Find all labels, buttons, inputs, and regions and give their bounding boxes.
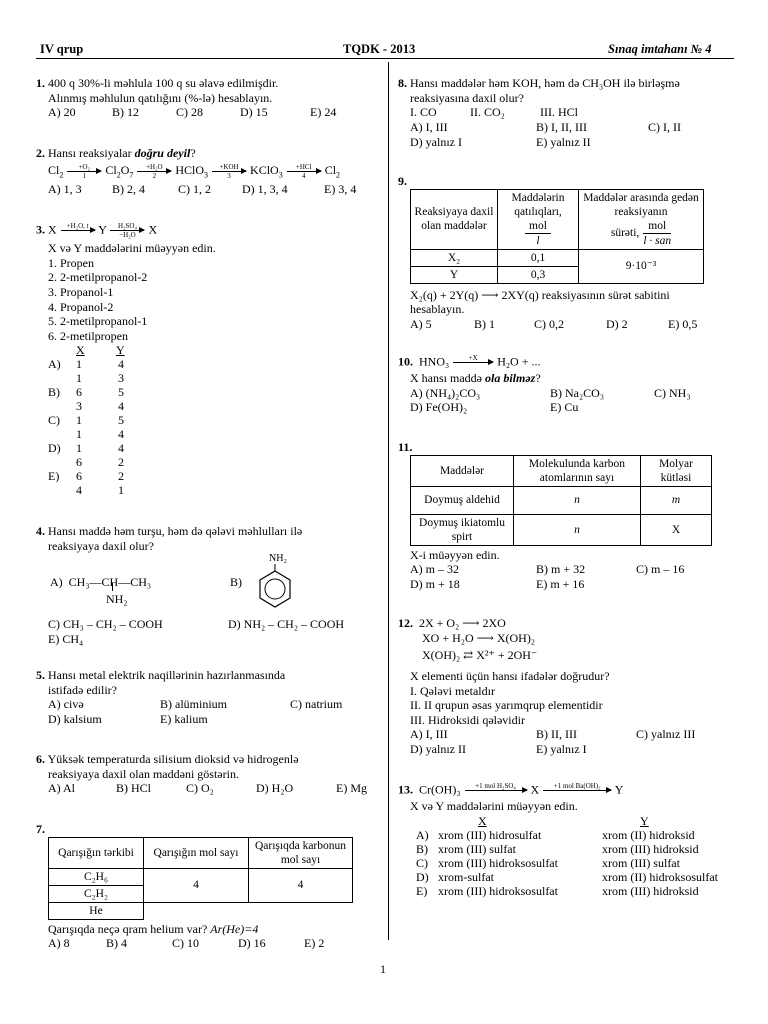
answer-c[interactable]: C) 10 xyxy=(172,936,199,951)
question-text: hesablayın. xyxy=(410,302,465,317)
answer-b[interactable]: B) m + 32 xyxy=(536,562,586,577)
question-5 xyxy=(36,668,381,727)
answer-x-value: 1 xyxy=(76,357,82,372)
answer-y-value: xrom (III) hidroksid xyxy=(602,841,699,856)
answer-c[interactable]: C) 1, 2 xyxy=(178,181,211,196)
answer-d[interactable]: D) 1, 3, 4 xyxy=(242,181,288,196)
reaction-arrow: $\frac{\text{H₂SO₄}}{\text{−H₂O}}$ xyxy=(110,222,144,239)
table-cell: n xyxy=(514,486,641,514)
question-text: Hansı metal elektrik naqillərinin hazırlanmasında xyxy=(48,668,286,682)
question-emphasis: doğru deyil xyxy=(134,146,191,160)
question-text: reaksiyaya daxil olan maddəni göstərin. xyxy=(48,766,239,781)
answer-x-value: 4 xyxy=(76,483,82,498)
table-header: Qarışığın mol sayı xyxy=(144,837,249,868)
question-number: 8. xyxy=(398,76,407,90)
table-cell: 0,3 xyxy=(498,266,579,283)
table-header: Reaksiyaya daxil olan maddələr xyxy=(411,189,498,249)
answer-y-value: xrom (II) hidroksid xyxy=(602,827,695,842)
answer-b[interactable]: B) 2, 4 xyxy=(112,181,145,196)
answer-a[interactable]: A) I, III xyxy=(410,727,448,742)
question-text: X-i müəyyən edin. xyxy=(410,547,500,562)
answer-a[interactable]: A) 20 xyxy=(48,105,76,120)
question-number: 13. xyxy=(398,782,413,797)
answer-option-label[interactable]: B) xyxy=(48,385,60,400)
question-text: Hansı reaksiyalar xyxy=(48,146,135,160)
answer-option-label[interactable]: B) xyxy=(416,841,428,856)
answer-b[interactable]: B) II, III xyxy=(536,727,577,742)
answer-e[interactable]: E) kalium xyxy=(160,711,208,726)
table-cell: Doymuş aldehid xyxy=(411,486,514,514)
question-3 xyxy=(36,222,381,498)
answer-d[interactable]: D) yalnız II xyxy=(410,742,466,756)
question-text: ? xyxy=(190,146,196,160)
answer-grid xyxy=(398,814,738,902)
table-cell: 9·10⁻³ xyxy=(579,249,704,283)
species: Cr(OH)₃ xyxy=(419,782,461,797)
species: Y xyxy=(98,222,107,237)
table-header: Molyar kütləsi xyxy=(641,455,712,486)
answer-b[interactable]: B) I, II, III xyxy=(536,119,587,134)
header-test-number: Sınaq imtahanı № 4 xyxy=(608,42,712,56)
question-number: 1. xyxy=(36,76,45,90)
answer-a[interactable]: A) m – 32 xyxy=(410,562,459,577)
answer-x-value: 6 xyxy=(76,455,82,470)
answer-e[interactable]: E) 24 xyxy=(310,105,337,120)
column-header: Y xyxy=(116,343,125,358)
list-item: 1. Propen xyxy=(48,255,94,270)
data-table xyxy=(410,455,712,546)
answer-a[interactable]: A) 8 xyxy=(48,936,70,951)
answer-d[interactable]: D) Fe(OH)₂ xyxy=(410,400,468,415)
answer-e[interactable]: E) CH₄ xyxy=(48,631,84,646)
question-11 xyxy=(398,440,738,592)
equation: X(OH)₂ ⇄ X²⁺ + 2OH⁻ xyxy=(422,648,538,663)
species: X xyxy=(530,782,540,797)
list-item: 3. Propanol-1 xyxy=(48,284,114,299)
answer-b[interactable]: B) alüminium xyxy=(160,697,227,712)
question-12 xyxy=(398,616,738,757)
question-number: 6. xyxy=(36,752,45,766)
table-cell: 4 xyxy=(144,868,249,902)
reaction-arrow: +H₂O, t xyxy=(61,222,95,239)
statement: II. II qrupun əsas yarımqrup elementidir xyxy=(410,698,603,713)
reaction-arrow: +HCl 4 xyxy=(287,163,321,180)
answer-a[interactable]: A) civə xyxy=(48,697,84,712)
answer-x-value: 6 xyxy=(76,469,82,484)
benzene-ring-icon: NH₂ xyxy=(250,553,300,613)
answer-e[interactable]: E) Mg xyxy=(336,781,367,796)
species: $Cl_2$ xyxy=(48,162,64,180)
item-list xyxy=(36,256,381,344)
answer-x-value: 1 xyxy=(76,441,82,456)
question-2 xyxy=(36,146,381,196)
table-cell: X₂ xyxy=(411,249,498,266)
answer-ab xyxy=(36,553,381,615)
answer-c[interactable]: C) I, II xyxy=(648,119,681,134)
answer-option-label[interactable]: A) xyxy=(416,827,429,842)
question-text: Yüksək temperaturda silisium dioksid və hidrogenlə xyxy=(47,752,299,766)
question-text: Ar(He)=4 xyxy=(210,921,259,936)
table-cell: 4 xyxy=(249,868,353,902)
reaction-arrow: +1 mol H₂SO₄ xyxy=(465,782,527,799)
answer-b[interactable]: B) 4 xyxy=(106,936,127,951)
answer-x-value: xrom (III) hidrosulfat xyxy=(438,827,542,842)
table-header: Molekulunda karbon atomlarının sayı xyxy=(514,455,641,486)
question-text: reaksiyaya daxil olur? xyxy=(48,538,154,553)
answer-option-label[interactable]: D) xyxy=(48,441,61,456)
column-divider xyxy=(388,62,389,940)
answer-c[interactable]: C) CH₃ – CH₂ – COOH xyxy=(48,617,163,632)
header-divider xyxy=(36,58,734,59)
table-cell: C₂H₆ xyxy=(49,868,144,885)
answer-e[interactable]: E) yalnız I xyxy=(536,742,587,756)
question-13 xyxy=(398,782,738,902)
question-4 xyxy=(36,524,381,647)
table-cell: 0,1 xyxy=(498,249,579,266)
answer-e[interactable]: E) 0,5 xyxy=(668,316,698,331)
answer-y-value: xrom (III) sulfat xyxy=(602,855,680,870)
table-header: Maddələr xyxy=(411,455,514,486)
answer-a[interactable]: A) 1, 3 xyxy=(48,181,82,196)
answer-e[interactable]: E) 3, 4 xyxy=(324,181,357,196)
answer-option-label[interactable]: A) xyxy=(48,357,61,372)
answer-y-value: xrom (III) hidroksid xyxy=(602,883,699,898)
question-9 xyxy=(398,174,738,332)
answer-option-label[interactable]: C) xyxy=(48,413,60,428)
answer-x-value: 1 xyxy=(76,371,82,386)
question-text: istifadə edilir? xyxy=(48,682,117,697)
reaction-arrow: +KOH 3 xyxy=(212,163,246,180)
question-text: Hansı maddələr həm KOH, həm də CH₃OH ilə birləşmə xyxy=(410,76,680,90)
page-number: 1 xyxy=(380,962,386,976)
answer-c[interactable]: C) NH₃ xyxy=(654,385,691,400)
answer-b[interactable]: B) 12 xyxy=(112,105,139,120)
reaction-arrow: +1 mol Ba(OH)₂ xyxy=(543,782,611,799)
column-header: Y xyxy=(640,813,649,828)
answer-y-value: 2 xyxy=(118,455,124,470)
answer-y-value: 5 xyxy=(118,413,124,428)
question-number: 7. xyxy=(36,822,45,836)
table-cell: n xyxy=(514,514,641,545)
answer-y-value: 1 xyxy=(118,483,124,498)
answer-a[interactable]: A) (NH₄)₂CO₃ xyxy=(410,385,481,400)
reaction-arrow: $\frac{\text{+H₂O}}{2}$ xyxy=(137,163,171,180)
question-text: Hansı maddə həm turşu, həm də qələvi məhlulları ilə xyxy=(48,524,303,538)
answer-e[interactable]: E) Cu xyxy=(550,400,579,415)
list-item: 5. 2-metilpropanol-1 xyxy=(48,314,148,329)
answer-y-value: 4 xyxy=(118,357,124,372)
question-text: ? xyxy=(535,371,541,385)
table-header: Qarışığın tərkibi xyxy=(49,837,144,868)
statement: I. Qələvi metaldır xyxy=(410,683,495,698)
question-10 xyxy=(398,354,738,415)
answer-d[interactable]: D) kalsium xyxy=(48,711,102,726)
table-cell: He xyxy=(49,902,144,919)
statement: III. HCl xyxy=(540,105,578,120)
answer-d[interactable]: D) NH₂ – CH₂ – COOH xyxy=(228,617,345,632)
answer-option-label[interactable]: C) xyxy=(416,855,428,870)
table-header: Qarışıqda karbonun mol sayı xyxy=(249,837,353,868)
table-cell: C₂H₂ xyxy=(49,885,144,902)
answer-x-value: xrom (III) hidroksosulfat xyxy=(438,855,558,870)
equation: XO + H₂O ⟶ X(OH)₂ xyxy=(422,630,535,645)
answer-y-value: 3 xyxy=(118,371,124,386)
answer-a[interactable]: A) 5 xyxy=(410,316,432,331)
table-cell: X xyxy=(641,514,712,545)
answer-x-value: xrom (III) sulfat xyxy=(438,841,516,856)
question-8 xyxy=(398,76,738,149)
species: $Cl_2$ xyxy=(324,162,341,180)
question-number: 10. xyxy=(398,354,413,369)
answer-d[interactable]: D) 15 xyxy=(240,105,268,120)
answer-c[interactable]: C) natrium xyxy=(290,697,343,712)
question-text: X hansı maddə xyxy=(410,371,485,385)
reaction-arrow: +X xyxy=(453,354,493,371)
answer-d[interactable]: D) m + 18 xyxy=(410,576,460,591)
table-header: Maddələrin qatılıqları, mol l xyxy=(498,189,579,249)
question-text: X₂(q) + 2Y(q) ⟶ 2XY(q) reaksiyasının sürət sabitini xyxy=(410,287,670,302)
answer-e[interactable]: E) yalnız II xyxy=(536,134,591,149)
header-exam: TQDK - 2013 xyxy=(343,42,416,56)
answer-b[interactable]: B) xyxy=(230,575,242,590)
question-number: 9. xyxy=(398,174,407,188)
answer-y-value: 5 xyxy=(118,385,124,400)
answer-y-value: 4 xyxy=(118,441,124,456)
answer-x-value: 6 xyxy=(76,385,82,400)
species: Y xyxy=(614,782,624,797)
answer-x-value: 1 xyxy=(76,413,82,428)
reaction-scheme xyxy=(36,163,381,180)
answer-e[interactable]: E) m + 16 xyxy=(536,576,585,591)
answer-option-label[interactable]: E) xyxy=(48,469,60,484)
answer-d[interactable]: D) 2 xyxy=(606,316,628,331)
column-header: X xyxy=(478,813,487,828)
question-number: 5. xyxy=(36,668,45,682)
answer-grid xyxy=(36,343,381,498)
answer-y-value: 4 xyxy=(118,427,124,442)
species: HNO₃ xyxy=(419,354,450,369)
table-cell: m xyxy=(641,486,712,514)
answer-a[interactable]: A) I, III xyxy=(410,119,448,134)
question-number: 12. xyxy=(398,616,413,630)
answer-b[interactable]: B) Na₂CO₃ xyxy=(550,385,605,400)
statement: I. CO xyxy=(410,105,437,120)
answer-x-value: xrom (III) hidroksosulfat xyxy=(438,883,558,898)
list-item: 4. Propanol-2 xyxy=(48,299,114,314)
header-group: IV qrup xyxy=(40,42,84,56)
column-header: X xyxy=(76,343,85,358)
answer-x-value: 1 xyxy=(76,427,82,442)
question-number: 3. xyxy=(36,222,45,237)
answer-c[interactable]: C) 28 xyxy=(176,105,203,120)
answer-e[interactable]: E) 2 xyxy=(304,936,325,951)
answer-option-label[interactable]: E) xyxy=(416,883,428,898)
table-cell: Y xyxy=(411,266,498,283)
answer-x-value: xrom-sulfat xyxy=(438,869,494,884)
statement: III. Hidroksidi qələvidir xyxy=(410,712,525,727)
question-text: X və Y maddələrini müəyyən edin. xyxy=(48,241,216,255)
answer-d[interactable]: D) 16 xyxy=(238,936,266,951)
question-text: 400 q 30%-li məhlula 100 q su əlavə edilmişdir. xyxy=(48,76,279,90)
question-text: reaksiyasına daxil olur? xyxy=(410,90,524,105)
answer-a[interactable]: A) CH₃—CH—CH₃ NH₂ xyxy=(50,575,152,607)
species: X xyxy=(148,222,158,237)
species: H₂O + ... xyxy=(497,354,541,369)
question-1 xyxy=(36,76,381,120)
answer-d[interactable]: D) yalnız I xyxy=(410,134,462,149)
table-header: Maddələr arasında gedən reaksiyanın sürəti, mol l · san xyxy=(579,189,704,249)
table-cell: Doymuş ikiatomlu spirt xyxy=(411,514,514,545)
list-item: 2. 2-metilpropanol-2 xyxy=(48,270,148,285)
species: HClO$_3$ xyxy=(175,162,209,180)
question-text: X elementi üçün hansı ifadələr doğrudur? xyxy=(410,668,610,683)
data-table xyxy=(410,189,704,284)
question-7 xyxy=(36,822,381,951)
answer-c[interactable]: C) 0,2 xyxy=(534,316,564,331)
answer-x-value: 3 xyxy=(76,399,82,414)
answer-c[interactable]: C) m – 16 xyxy=(636,562,685,577)
question-number: 4. xyxy=(36,524,45,538)
answer-d[interactable]: D) H₂O xyxy=(256,781,294,796)
species: $Cl_2O_7$ xyxy=(105,162,134,180)
question-number: 11. xyxy=(398,440,413,454)
question-emphasis: ola bilməz xyxy=(484,371,536,385)
question-text: X və Y maddələrini müəyyən edin. xyxy=(410,799,578,813)
data-table xyxy=(48,837,353,920)
answer-y-value: 2 xyxy=(118,469,124,484)
answer-b[interactable]: B) HCl xyxy=(116,781,152,796)
question-number: 2. xyxy=(36,146,45,160)
question-text: Alınmış məhlulun qatılığını (%-lə) hesablayın. xyxy=(48,90,273,105)
reaction-arrow: $\frac{\text{+O₂}}{1}$ xyxy=(67,163,101,180)
species: KClO$_3$ xyxy=(250,162,283,180)
answer-y-value: 4 xyxy=(118,399,124,414)
species: X xyxy=(48,222,57,237)
answer-option-label[interactable]: D) xyxy=(416,869,429,884)
answer-b[interactable]: B) 1 xyxy=(474,316,495,331)
answer-c[interactable]: C) O₂ xyxy=(186,781,214,796)
list-item: 6. 2-metilpropen xyxy=(48,328,128,343)
question-text: Qarışıqda neçə qram helium var? xyxy=(48,921,211,936)
statement: II. CO₂ xyxy=(470,105,505,120)
answer-y-value: xrom (II) hidroksosulfat xyxy=(602,869,718,884)
equation: 2X + O₂ ⟶ 2XO xyxy=(419,616,506,630)
answer-c[interactable]: C) yalnız III xyxy=(636,727,696,742)
answer-a[interactable]: A) Al xyxy=(48,781,75,796)
question-6 xyxy=(36,752,381,796)
